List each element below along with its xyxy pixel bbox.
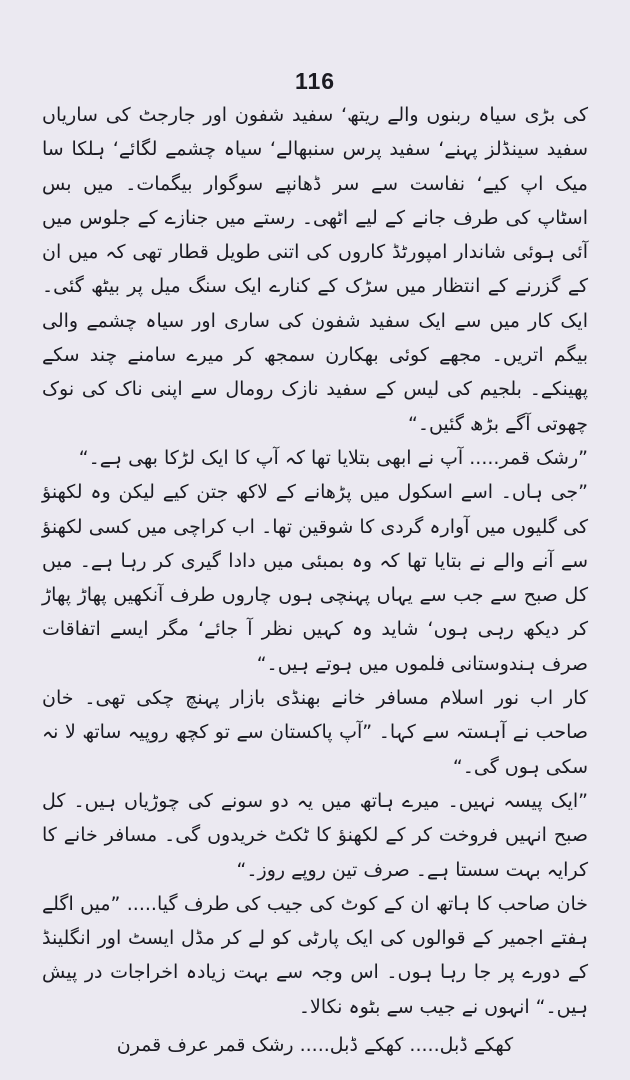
- paragraph-3: ”جی ہاں۔ اسے اسکول میں پڑھانے کے لاکھ جتن کیے لیکن وہ لکھنؤ کی گلیوں میں آوارہ گردی کا شوقین تھا۔ اب کراچی میں کسی لکھنؤ سے آنے والے نے بتایا تھا کہ وہ بمبئی میں دادا گیری کر رہا ہے۔ میں کل صبح سے جب سے یہاں پہنچی ہوں چاروں طرف آنکھیں پھاڑ پھاڑ کر دیکھ رہی ہوں‘ شاید وہ کہیں نظر آ جائے‘ مگر ایسے اتفاقات صرف ہندوستانی فلموں میں ہوتے ہیں۔“: [42, 481, 588, 675]
- paragraph-6: خان صاحب کا ہاتھ ان کے کوٹ کی جیب کی طرف گیا..... ”میں اگلے ہفتے اجمیر کے قوالوں کی ایک پارٹی کو لے کر مڈل ایسٹ اور انگلینڈ کے دورے پر جا رہا ہوں۔ اس وجہ سے بہت زیادہ اخراجات در پیش ہیں۔“ انہوں نے جیب سے بٹوہ نکالا۔: [42, 892, 588, 1018]
- paragraph-2: ”رشک قمر..... آپ نے ابھی بتلایا تھا کہ آپ کا ایک لڑکا بھی ہے۔“: [78, 446, 588, 469]
- page-body-text: [42, 98, 588, 1024]
- paragraph-5: ”ایک پیسہ نہیں۔ میرے ہاتھ میں یہ دو سونے کی چوڑیاں ہیں۔ کل صبح انہیں فروخت کر کے لکھنؤ کا ٹکٹ خریدوں گی۔ مسافر خانے کا کرایہ بہت سستا ہے۔ صرف تین روپے روز۔“: [42, 789, 588, 881]
- paragraph-1: کی بڑی سیاہ ربنوں والے ریتھ‘ سفید شفون اور جارجٹ کی ساریاں سفید سینڈلز پہنے‘ سفید پرس سنبھالے‘ سیاہ چشمے لگائے‘ ہلکا سا میک اپ کیے‘ نفاست سے سر ڈھانپے سوگوار بیگمات۔ میں بس اسٹاپ کی طرف جانے کے لیے اٹھی۔ رستے میں جنازے کے جلوس میں آئی ہوئی شاندار امپورٹڈ کاروں کی اتنی طویل قطار تھی کہ میں ان کے گزرنے کے انتظار میں سڑک کے کنارے ایک سنگ میل پر بیٹھ گئی۔ ایک کار میں سے ایک سفید شفون کی ساری اور سیاہ چشمے والی بیگم اتریں۔ مجھے کوئی بھکارن سمجھ کر میرے سامنے چند سکے پھینکے۔ بلجیم کی لیس کے سفید نازک رومال سے اپنی ناک کی نوک چھوتی آگے بڑھ گئیں۔“: [42, 104, 588, 435]
- page-number: 116: [294, 68, 336, 94]
- running-footer: کھکے ڈبل..... کھکے ڈبل..... رشک قمر عرف قمرن: [116, 1034, 514, 1057]
- paragraph-4: کار اب نور اسلام مسافر خانے بھنڈی بازار پہنچ چکی تھی۔ خان صاحب نے آہستہ سے کہا۔ ”آپ پاکستان سے تو کچھ روپیہ ساتھ لا نہ سکی ہوں گی۔“: [42, 687, 588, 778]
